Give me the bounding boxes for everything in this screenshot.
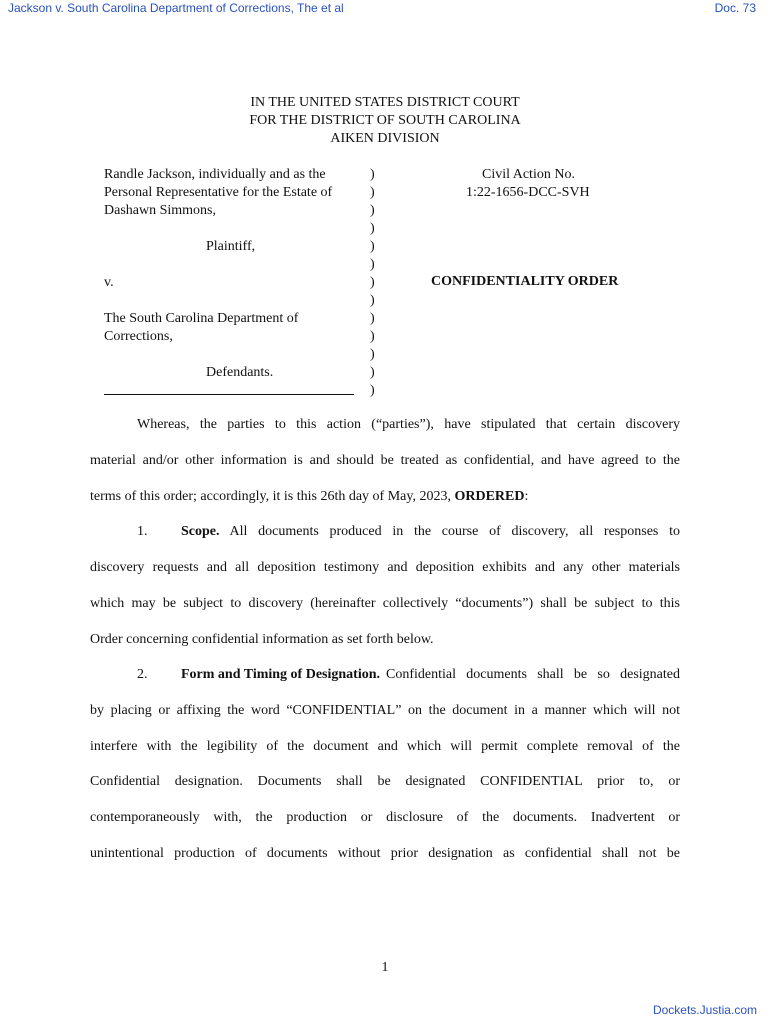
court-heading bbox=[0, 94, 770, 148]
paragraph-1-line-3 bbox=[90, 488, 680, 506]
plaintiff-role: Plaintiff, bbox=[206, 239, 256, 254]
order-title-text: CONFIDENTIALITY ORDER bbox=[431, 274, 619, 289]
section-2-line-2: by placing or affixing the word “CONFIDENTIAL” on the document in a manner which will not bbox=[90, 703, 680, 718]
case-title-link[interactable]: Jackson v. South Carolina Department of Corrections, The et al bbox=[8, 1, 344, 15]
court-line-1: IN THE UNITED STATES DISTRICT COURT bbox=[250, 95, 520, 110]
court-line-3: AIKEN DIVISION bbox=[330, 131, 440, 146]
caption-signature-line bbox=[104, 394, 354, 395]
defendant-name-line-1: The South Carolina Department of bbox=[104, 311, 299, 326]
section-2-line-5: contemporaneously with, the production or disclosure of the documents. Inadvertent or bbox=[90, 810, 680, 825]
plaintiff-name-line-1: Randle Jackson, individually and as the bbox=[104, 167, 326, 182]
doc-number-link[interactable]: Doc. 73 bbox=[714, 1, 756, 15]
court-line-2: FOR THE DISTRICT OF SOUTH CAROLINA bbox=[249, 113, 521, 128]
defendant-role: Defendants. bbox=[206, 365, 274, 380]
section-2-line-3: interfere with the legibility of the document and which will permit complete removal of the bbox=[90, 739, 680, 754]
plaintiff-name-line-2: Personal Representative for the Estate of bbox=[104, 185, 333, 200]
paren: ) bbox=[370, 239, 375, 254]
paren: ) bbox=[370, 167, 375, 182]
paren: ) bbox=[370, 383, 375, 398]
paren: ) bbox=[370, 185, 375, 200]
section-2-line-1 bbox=[137, 666, 680, 684]
paragraph-1-line-1: Whereas, the parties to this action (“parties”), have stipulated that certain discovery bbox=[137, 417, 680, 432]
section-2-number: 2. bbox=[137, 667, 148, 682]
paren: ) bbox=[370, 311, 375, 326]
section-1-text: All documents produced in the course of discovery, all responses to bbox=[229, 524, 680, 539]
section-2-line-4: Confidential designation. Documents shall be designated CONFIDENTIAL prior to, or bbox=[90, 774, 680, 789]
p1-colon: : bbox=[524, 489, 529, 504]
section-1-title: Scope. bbox=[181, 524, 220, 539]
plaintiff-name-line-3: Dashawn Simmons, bbox=[104, 203, 216, 218]
civil-action-label: Civil Action No. bbox=[482, 167, 575, 182]
paren: ) bbox=[370, 329, 375, 344]
paren: ) bbox=[370, 221, 375, 236]
section-1-line-4: Order concerning confidential information as set forth below. bbox=[90, 632, 434, 647]
versus-label: v. bbox=[104, 275, 114, 290]
caption-parenthesis-column bbox=[370, 166, 375, 400]
paren: ) bbox=[370, 203, 375, 218]
paren: ) bbox=[370, 365, 375, 380]
section-1-line-2: discovery requests and all deposition testimony and deposition exhibits and any other materials bbox=[90, 560, 680, 575]
section-1-line-1 bbox=[137, 523, 680, 541]
paren: ) bbox=[370, 275, 375, 290]
section-2-text: Confidential documents shall be so designated bbox=[386, 667, 680, 682]
paragraph-1-line-2: material and/or other information is and should be treated as confidential, and have agreed to the bbox=[90, 453, 680, 468]
justia-footer-link[interactable]: Dockets.Justia.com bbox=[652, 1003, 757, 1017]
section-1-number: 1. bbox=[137, 524, 148, 539]
section-2-line-6: unintentional production of documents without prior designation as confidential shall not be bbox=[90, 846, 680, 861]
civil-action-number: 1:22-1656-DCC-SVH bbox=[466, 185, 590, 200]
paren: ) bbox=[370, 293, 375, 308]
order-title bbox=[431, 273, 618, 291]
section-2-title: Form and Timing of Designation. bbox=[181, 667, 381, 682]
paren: ) bbox=[370, 347, 375, 362]
paren: ) bbox=[370, 257, 375, 272]
p1-text: terms of this order; accordingly, it is this 26th day of May, 2023, bbox=[90, 489, 455, 504]
defendant-name-line-2: Corrections, bbox=[104, 329, 173, 344]
section-1-line-3: which may be subject to discovery (hereinafter collectively “documents”) shall be subject to this bbox=[90, 596, 680, 611]
page-number: 1 bbox=[381, 960, 389, 975]
ordered-text: ORDERED bbox=[454, 489, 525, 504]
